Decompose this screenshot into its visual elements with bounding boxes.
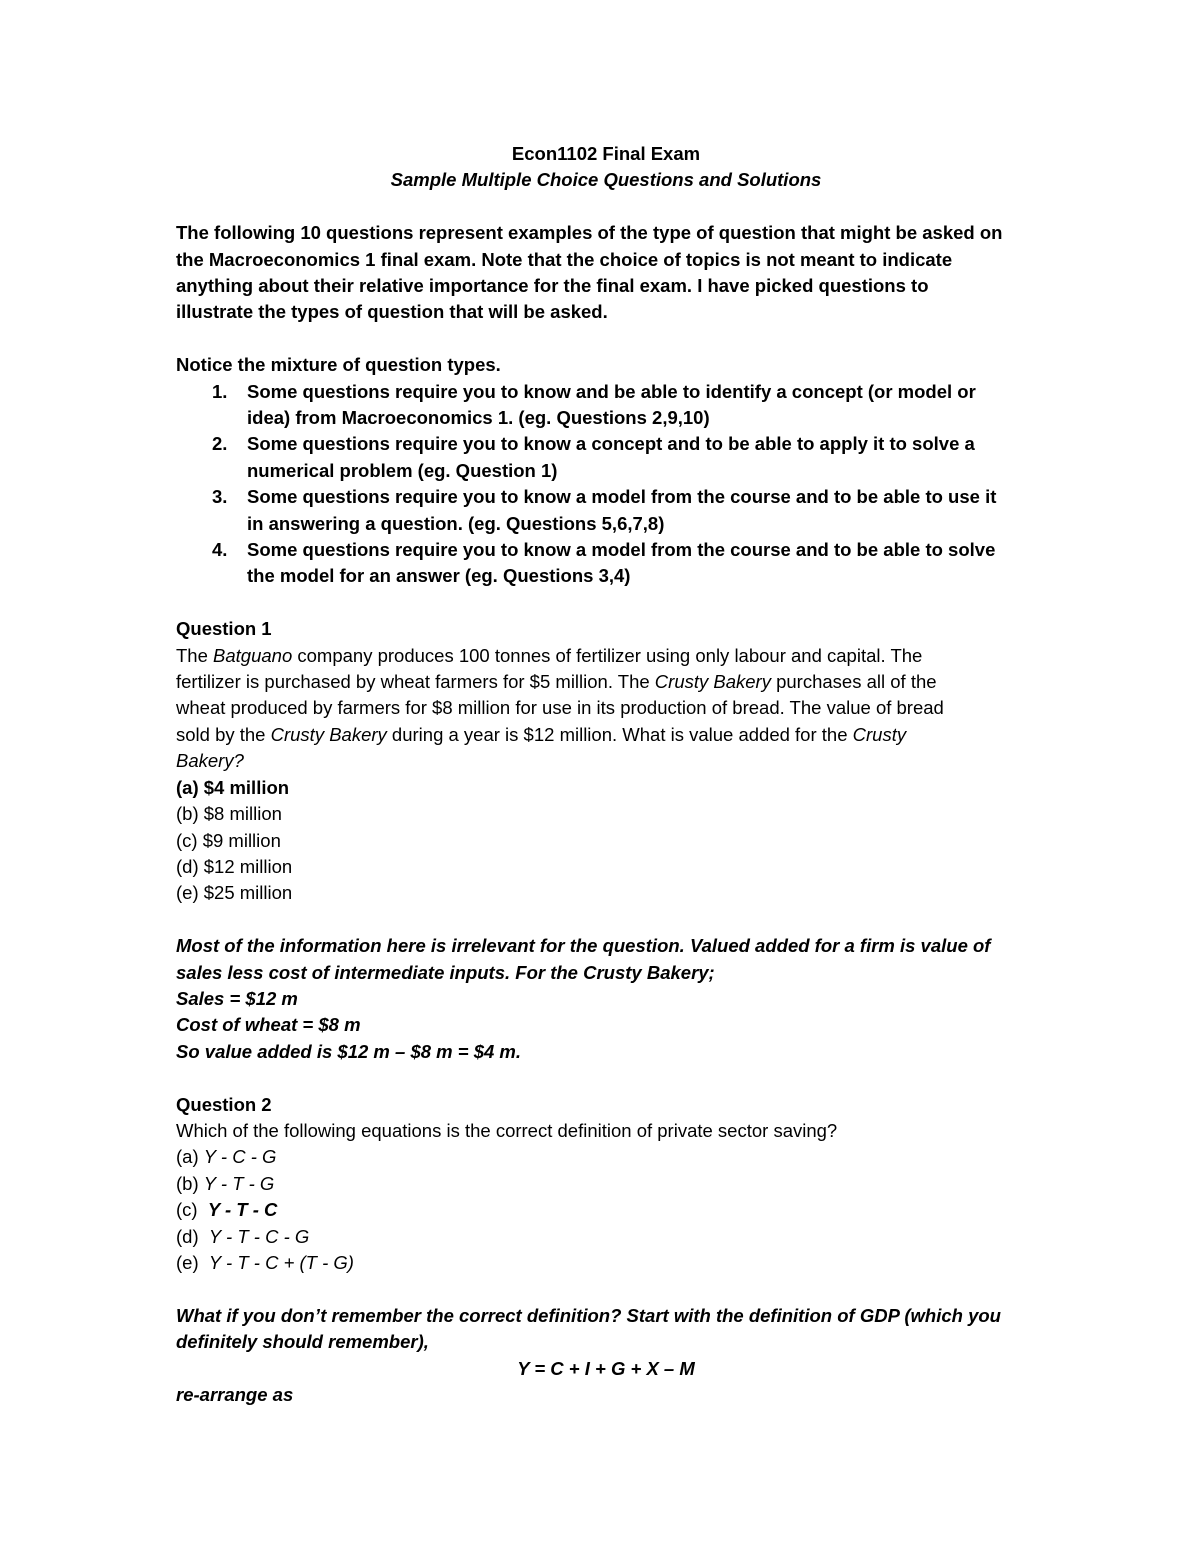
question-heading: Question 2 xyxy=(176,1093,272,1115)
choice: (e) $25 million xyxy=(176,882,293,904)
intro-line: The following 10 questions represent examples of the type of question that might be asked on xyxy=(176,222,1003,244)
question-1 xyxy=(176,616,1036,1065)
intro-line: the Macroeconomics 1 final exam. Note that the choice of topics is not meant to indicate xyxy=(176,248,953,270)
solution-line: Most of the information here is irrelevant for the question. Valued added for a firm is value of xyxy=(176,935,991,957)
question-text-line: Bakery? xyxy=(176,750,244,772)
choice: (e) Y - T - C + (T - G) xyxy=(176,1251,354,1273)
question-text-line: Which of the following equations is the correct definition of private sector saving? xyxy=(176,1119,838,1141)
list-item-line: Some questions require you to know a model from the course and to be able to solve xyxy=(247,539,996,561)
intro-paragraph xyxy=(176,220,1036,326)
question-types-list xyxy=(176,379,1036,590)
intro-line: anything about their relative importance for the final exam. I have picked questions to xyxy=(176,275,929,297)
solution-line: What if you don’t remember the correct definition? Start with the definition of GDP (which you xyxy=(176,1304,1001,1326)
question-types-section xyxy=(176,352,1036,590)
question-text-line: fertilizer is purchased by wheat farmers for $5 million. The Crusty Bakery purchases all of the xyxy=(176,671,937,693)
page-title: Econ1102 Final Exam xyxy=(511,143,701,164)
intro-line: illustrate the types of question that will be asked. xyxy=(176,301,608,323)
spacer xyxy=(176,590,1036,616)
question-2 xyxy=(176,1092,1036,1409)
question-heading: Question 1 xyxy=(176,618,272,640)
question-text-line: wheat produced by farmers for $8 million for use in its production of bread. The value of bread xyxy=(176,697,944,719)
list-item-line: in answering a question. (eg. Questions 5,6,7,8) xyxy=(247,512,665,534)
list-item-line: idea) from Macroeconomics 1. (eg. Questions 2,9,10) xyxy=(247,407,710,429)
document-content xyxy=(176,141,1036,1408)
company-name: Batguano xyxy=(213,644,293,666)
list-item-line: the model for an answer (eg. Questions 3,4) xyxy=(247,565,631,587)
spacer xyxy=(176,1065,1036,1091)
list-number: 4. xyxy=(212,539,228,561)
spacer xyxy=(176,1276,1036,1302)
choice-correct: (a) $4 million xyxy=(176,776,290,798)
choice: (d) $12 million xyxy=(176,855,293,877)
solution-line: re-arrange as xyxy=(176,1384,294,1405)
solution-line: sales less cost of intermediate inputs. For the Crusty Bakery; xyxy=(176,961,715,983)
question-text-line: The Batguano company produces 100 tonnes of fertilizer using only labour and capital. The xyxy=(176,644,923,666)
spacer xyxy=(176,194,1036,220)
list-item-line: Some questions require you to know a model from the course and to be able to use it xyxy=(247,486,997,508)
choice: (d) Y - T - C - G xyxy=(176,1225,310,1247)
question-text-line: sold by the Crusty Bakery during a year is $12 million. What is value added for the Crusty xyxy=(176,723,907,745)
solution-line: Cost of wheat = $8 m xyxy=(176,1014,361,1036)
list-item xyxy=(176,484,1036,537)
choice: (b) $8 million xyxy=(176,803,282,825)
question-types-heading: Notice the mixture of question types. xyxy=(176,354,501,376)
choice: (b) Y - T - G xyxy=(176,1172,275,1194)
list-item-line: numerical problem (eg. Question 1) xyxy=(247,459,558,481)
list-item xyxy=(176,431,1036,484)
list-item-line: Some questions require you to know a concept and to be able to apply it to solve a xyxy=(247,433,975,455)
choice: (c) $9 million xyxy=(176,829,281,851)
list-number: 2. xyxy=(212,433,228,455)
solution-line: Sales = $12 m xyxy=(176,987,298,1009)
list-item xyxy=(176,537,1036,590)
solution-2 xyxy=(176,1303,1036,1409)
spacer xyxy=(176,907,1036,933)
choice: (c) Y - T - C xyxy=(176,1199,278,1221)
list-number: 1. xyxy=(212,380,228,402)
solution-1 xyxy=(176,933,1036,1065)
company-name: Crusty Bakery xyxy=(654,671,771,693)
gdp-equation: Y = C + I + G + X – M xyxy=(517,1357,695,1379)
list-item-line: Some questions require you to know and be able to identify a concept (or model or xyxy=(247,380,976,402)
page-subtitle: Sample Multiple Choice Questions and Solutions xyxy=(390,169,822,191)
company-name: Crusty Bakery xyxy=(270,723,387,745)
solution-line: So value added is $12 m – $8 m = $4 m. xyxy=(176,1040,521,1062)
list-number: 3. xyxy=(212,486,228,508)
list-item xyxy=(176,379,1036,432)
solution-line: definitely should remember), xyxy=(176,1331,429,1353)
choice: (a) Y - C - G xyxy=(176,1146,277,1168)
spacer xyxy=(176,326,1036,352)
